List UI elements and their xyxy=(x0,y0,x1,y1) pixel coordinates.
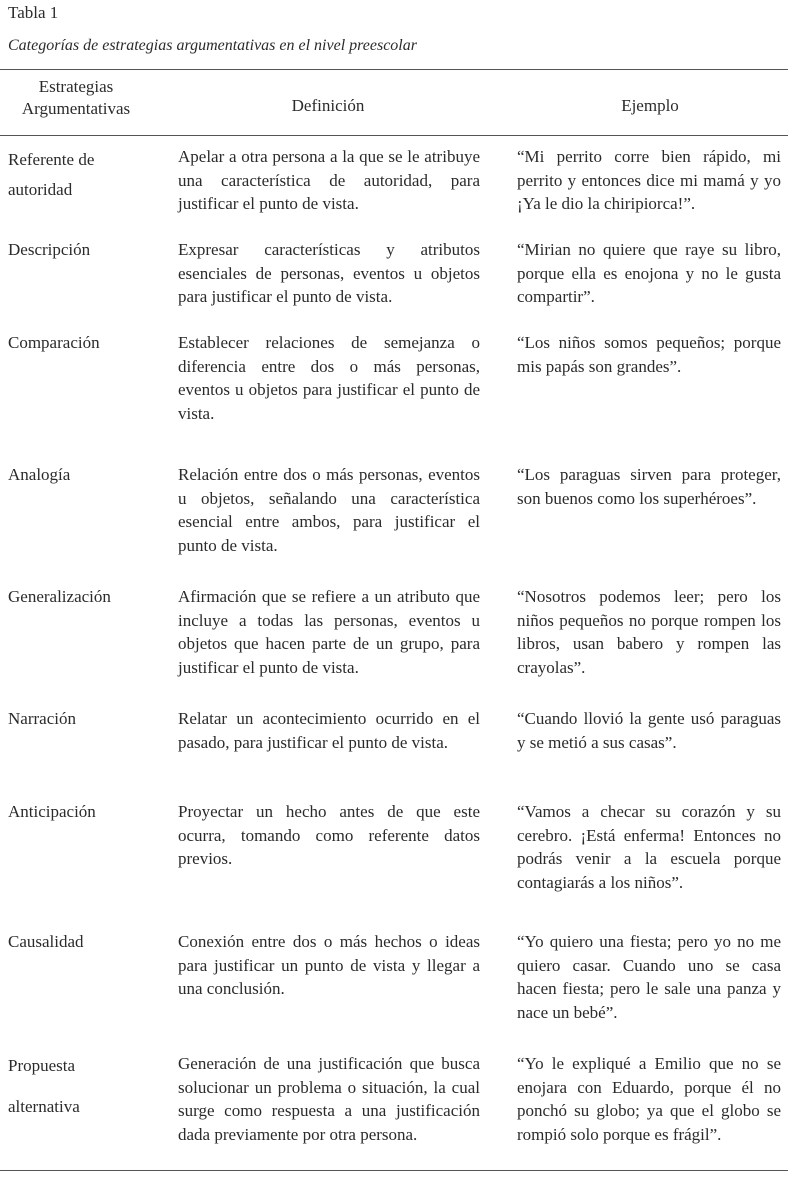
row-definition: Establecer relaciones de semejanza o diferencia entre dos o más personas, eventos u objetos para justificar el punto de vista. xyxy=(178,333,480,423)
row-definition: Afirmación que se refiere a un atributo que incluye a todas las personas, eventos u objetos que hacen parte de un grupo, para justificar el punto de vista. xyxy=(178,587,480,677)
row-strategy: Causalidad xyxy=(8,932,84,951)
row-strategy: Referente de autoridad xyxy=(8,150,95,199)
row-definition: Conexión entre dos o más hechos o ideas para justificar un punto de vista y llegar a una conclusión. xyxy=(178,932,480,999)
header-strategies-line1: Estrategias xyxy=(38,77,114,96)
row-definition: Generación de una justificación que busca solucionar un problema o situación, la cual surge como respuesta a una justificación dada previamente por otra persona. xyxy=(178,1054,480,1144)
row-strategy: Comparación xyxy=(8,333,100,352)
table-title: Categorías de estrategias argumentativas en el nivel preescolar xyxy=(8,37,417,54)
row-definition: Expresar características y atributos esenciales de personas, eventos u objetos para justificar el punto de vista. xyxy=(178,240,480,307)
row-definition: Apelar a otra persona a la que se le atribuye una característica de autoridad, para justificar el punto de vista. xyxy=(178,147,480,214)
row-strategy: Narración xyxy=(8,709,76,728)
row-definition: Relatar un acontecimiento ocurrido en el pasado, para justificar el punto de vista. xyxy=(178,709,480,752)
row-example: “Mirian no quiere que raye su libro, porque ella es enojona y no le gusta compartir”. xyxy=(517,240,781,307)
row-example: “Los paraguas sirven para proteger, son buenos como los superhéroes”. xyxy=(517,465,781,508)
row-definition: Proyectar un hecho antes de que este ocurra, tomando como referente datos previos. xyxy=(178,802,480,869)
header-strategies xyxy=(0,76,152,120)
header-example: Ejemplo xyxy=(621,96,679,115)
row-strategy: Generalización xyxy=(8,587,111,606)
row-example: “Cuando llovió la gente usó paraguas y se metió a sus casas”. xyxy=(517,709,781,752)
row-strategy: Propuesta alternativa xyxy=(8,1056,80,1116)
header-strategies-line2: Argumentativas xyxy=(21,99,131,118)
row-definition: Relación entre dos o más personas, eventos u objetos, señalando una característica esencial entre ambos, para justificar el punto de vista. xyxy=(178,465,480,555)
table-number: Tabla 1 xyxy=(8,3,59,22)
row-example: “Vamos a checar su corazón y su cerebro. ¡Está enferma! Entonces no podrás venir a la escuela porque contagiarás a los niños”. xyxy=(517,802,781,892)
row-strategy: Anticipación xyxy=(8,802,96,821)
row-example: “Los niños somos pequeños; porque mis papás son grandes”. xyxy=(517,333,781,376)
row-example: “Yo le expliqué a Emilio que no se enojara con Eduardo, porque él no ponchó su globo; ya que el globo se rompió solo porque es frágil”. xyxy=(517,1054,781,1144)
row-example: “Nosotros podemos leer; pero los niños pequeños no porque rompen los libros, usan babero y rompen las crayolas”. xyxy=(517,587,781,677)
row-strategy: Analogía xyxy=(8,465,71,484)
row-example: “Yo quiero una fiesta; pero yo no me quiero casar. Cuando uno se casa hacen fiesta; pero le sale una panza y nace un bebé”. xyxy=(517,932,781,1022)
row-example: “Mi perrito corre bien rápido, mi perrito y entonces dice mi mamá y yo ¡Ya le dio la chiripiorca!”. xyxy=(517,147,781,214)
row-strategy: Descripción xyxy=(8,240,91,259)
table-bottom-rule xyxy=(0,1170,788,1171)
table-top-rule xyxy=(0,69,788,70)
header-definition: Definición xyxy=(291,96,365,115)
table-header-rule xyxy=(0,135,788,136)
